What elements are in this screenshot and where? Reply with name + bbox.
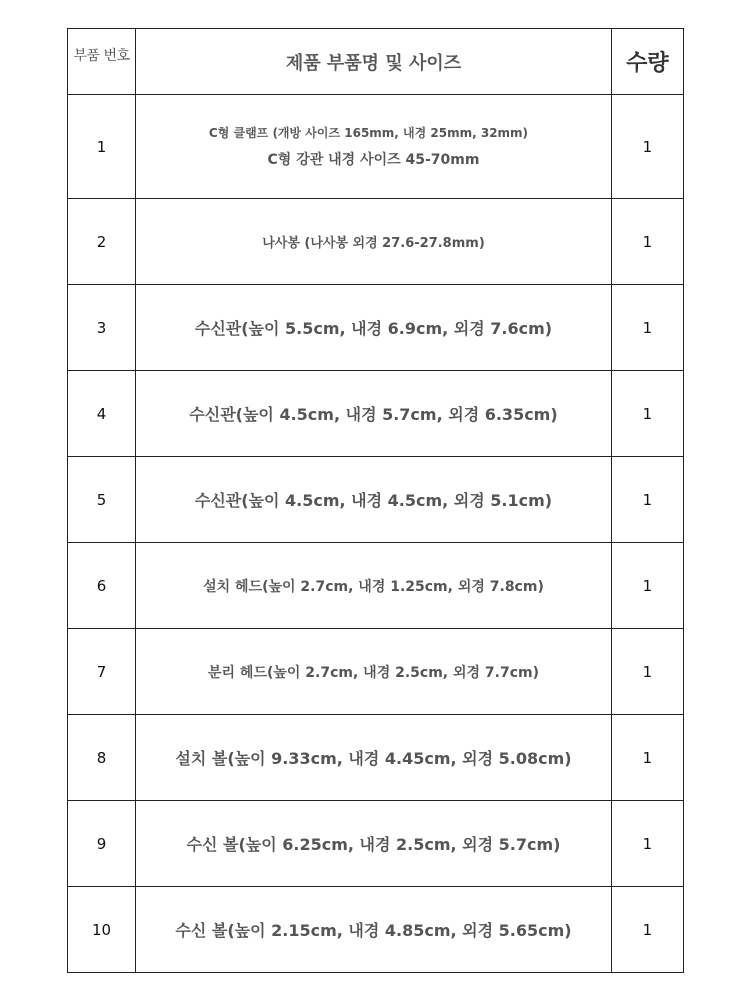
qty-cell: 1	[611, 801, 683, 887]
part-name-cell: 수신 볼(높이 6.25cm, 내경 2.5cm, 외경 5.7cm)	[136, 801, 612, 887]
qty-cell: 1	[611, 457, 683, 543]
table-row	[68, 715, 684, 801]
qty-cell: 1	[611, 715, 683, 801]
table-row	[68, 285, 684, 371]
part-no-cell: 4	[68, 371, 136, 457]
table-row	[68, 629, 684, 715]
part-name-cell: 수신관(높이 5.5cm, 내경 6.9cm, 외경 7.6cm)	[136, 285, 612, 371]
part-name-cell: 나사봉 (나사봉 외경 27.6-27.8mm)	[136, 199, 612, 285]
part-name-cell: 수신 볼(높이 2.15cm, 내경 4.85cm, 외경 5.65cm)	[136, 887, 612, 973]
part-name-cell: 수신관(높이 4.5cm, 내경 5.7cm, 외경 6.35cm)	[136, 371, 612, 457]
header-qty: 수량	[611, 29, 683, 95]
part-no-cell: 8	[68, 715, 136, 801]
part-name-cell: 수신관(높이 4.5cm, 내경 4.5cm, 외경 5.1cm)	[136, 457, 612, 543]
header-name-size: 제품 부품명 및 사이즈	[136, 29, 612, 95]
table-row	[68, 457, 684, 543]
part-no-cell: 7	[68, 629, 136, 715]
part-no-cell: 2	[68, 199, 136, 285]
qty-cell: 1	[611, 887, 683, 973]
table-row	[68, 801, 684, 887]
qty-cell: 1	[611, 95, 683, 199]
table-header-row	[68, 29, 684, 95]
part-no-cell: 5	[68, 457, 136, 543]
qty-cell: 1	[611, 543, 683, 629]
qty-cell: 1	[611, 199, 683, 285]
part-name-cell: 분리 헤드(높이 2.7cm, 내경 2.5cm, 외경 7.7cm)	[136, 629, 612, 715]
parts-table	[67, 28, 684, 973]
table-row	[68, 887, 684, 973]
part-name-line: C형 클램프 (개방 사이즈 165mm, 내경 25mm, 32mm)	[208, 126, 529, 140]
part-name-line-2: C형 강관 내경 사이즈 45-70mm	[267, 152, 480, 168]
part-no-cell: 1	[68, 95, 136, 199]
part-no-cell: 6	[68, 543, 136, 629]
qty-cell: 1	[611, 629, 683, 715]
table-row	[68, 543, 684, 629]
header-part-no: 부품 번호	[68, 29, 136, 95]
part-no-cell: 10	[68, 887, 136, 973]
table-row	[68, 95, 684, 199]
table-row	[68, 199, 684, 285]
part-no-cell: 9	[68, 801, 136, 887]
part-name-cell	[136, 95, 612, 199]
part-name-cell: 설치 헤드(높이 2.7cm, 내경 1.25cm, 외경 7.8cm)	[136, 543, 612, 629]
qty-cell: 1	[611, 285, 683, 371]
part-name-cell: 설치 볼(높이 9.33cm, 내경 4.45cm, 외경 5.08cm)	[136, 715, 612, 801]
table-row	[68, 371, 684, 457]
part-no-cell: 3	[68, 285, 136, 371]
qty-cell: 1	[611, 371, 683, 457]
